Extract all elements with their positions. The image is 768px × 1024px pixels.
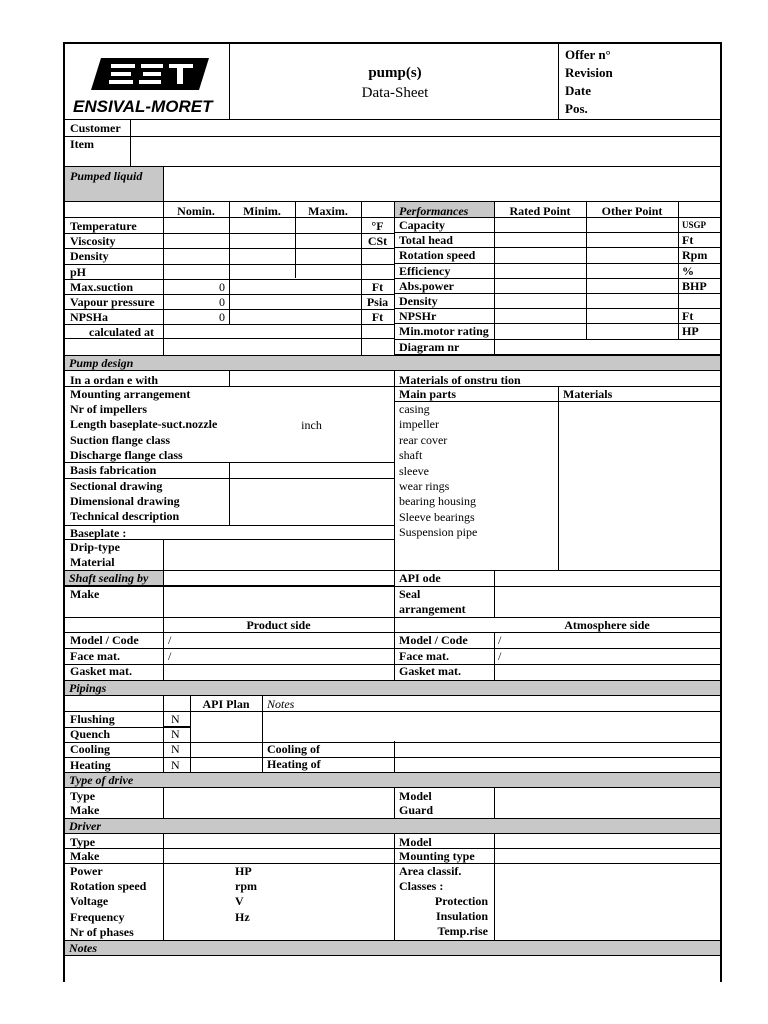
performance-row-label: Capacity [399, 218, 445, 232]
part-label: Suspension pipe [399, 525, 478, 540]
seal-right-label: Model / Code [399, 633, 468, 647]
customer-label: Customer [70, 121, 121, 135]
pump-design-band: Pump design [65, 355, 720, 371]
part-label: Sleeve bearings [399, 509, 475, 524]
pumped-liquid-label: Pumped liquid [70, 169, 143, 183]
liquid-row-label: Vapour pressure [70, 295, 155, 309]
performance-row-label: Total head [399, 233, 453, 248]
part-label: sleeve [399, 463, 429, 478]
driver-row-label: Rotation speed [70, 879, 147, 894]
mounting-type-label: Mounting type [399, 849, 475, 863]
nomin-value: 0 [219, 279, 225, 294]
main-parts-label: Main parts [399, 387, 456, 401]
part-label: rear cover [399, 432, 448, 447]
drip-type-label: Drip-type [70, 540, 120, 554]
performance-row-label: Min.motor rating [399, 324, 489, 339]
col-maxim: Maxim. [308, 204, 348, 218]
slash-value: / [498, 633, 502, 647]
cooling-of-label: Cooling of [267, 742, 321, 756]
driver-type-label: Type [70, 835, 96, 849]
inch-unit: inch [301, 418, 322, 432]
seal-left-label: Gasket mat. [70, 664, 132, 678]
design-row-label: Discharge flange class [70, 447, 183, 462]
nomin-value: 0 [219, 310, 225, 325]
piping-row-label: Quench [70, 727, 111, 742]
col-minim: Minim. [243, 204, 281, 218]
part-label: impeller [399, 417, 439, 432]
col-rated-point: Rated Point [509, 204, 571, 218]
liquid-row-label: Max.suction [70, 279, 133, 294]
performance-row-label: Efficiency [399, 263, 451, 278]
product-side-header: Product side [246, 618, 311, 632]
drawing-label: Technical description [70, 509, 180, 524]
atmosphere-side-header: Atmosphere side [564, 618, 650, 632]
liquid-row-label: pH [70, 264, 87, 279]
area-classif-label: Area classif. [399, 864, 462, 878]
sheet-title: pump(s) [368, 65, 422, 81]
api-code-label: API ode [399, 571, 441, 585]
performance-unit: USGP [682, 220, 707, 230]
driver-model-label: Model [399, 835, 432, 849]
drive-guard-label: Guard [399, 803, 434, 817]
slash-value: / [168, 633, 172, 647]
type-of-drive-band: Type of drive [65, 772, 720, 788]
performance-unit: Ft [682, 233, 694, 248]
item-label: Item [70, 137, 94, 151]
part-label: wear rings [399, 479, 450, 493]
unit-label: °F [371, 219, 384, 233]
drive-type-label: Type [70, 789, 96, 803]
sheet-subtitle: Data-Sheet [361, 85, 429, 101]
data-sheet [63, 42, 722, 982]
drawing-label: Dimensional drawing [70, 494, 180, 509]
seal-right-label: Gasket mat. [399, 664, 461, 678]
materials-construction-label: Materials of onstru tion [399, 373, 521, 387]
logo [71, 52, 221, 116]
piping-row-label: Flushing [70, 712, 115, 726]
design-row-label: Mounting arrangement [70, 387, 191, 401]
drive-model-label: Model [399, 789, 432, 803]
design-row-label: Nr of impellers [70, 402, 148, 417]
unit-label: Ft [371, 310, 384, 325]
part-label: casing [399, 402, 430, 416]
slash-value: / [498, 648, 502, 663]
performance-row-label: Diagram nr [399, 339, 460, 354]
notes-area[interactable] [65, 957, 720, 984]
driver-band: Driver [65, 818, 720, 834]
piping-row-value: N [171, 757, 180, 772]
piping-row-value: N [171, 742, 180, 757]
protection-label: Protection [434, 894, 488, 908]
driver-row-label: Voltage [70, 894, 109, 909]
svg-text:ENSIVAL-MORET: ENSIVAL-MORET [73, 97, 213, 116]
shaft-sealing-band: Shaft sealing by [65, 570, 394, 586]
date-label: Date [565, 83, 591, 98]
driver-unit: Hz [235, 909, 250, 924]
material-label: Material [70, 555, 115, 569]
pos-label: Pos. [565, 101, 588, 116]
design-row-label: Suction flange class [70, 432, 171, 447]
performance-unit: Ft [682, 309, 694, 324]
seal-right-label: Face mat. [399, 648, 449, 663]
driver-row-label: Frequency [70, 909, 125, 924]
baseplate-label: Baseplate : [70, 526, 127, 540]
drawing-label: Sectional drawing [70, 479, 163, 493]
classes-label: Classes : [399, 879, 444, 893]
performance-unit: BHP [682, 278, 707, 293]
nomin-value: 0 [219, 295, 225, 309]
liquid-row-label: NPSHa [70, 310, 109, 325]
materials-label: Materials [563, 387, 613, 401]
notes-header: Notes [267, 697, 295, 711]
part-label: bearing housing [399, 494, 476, 509]
pipings-band: Pipings [65, 680, 720, 696]
seal-left-label: Model / Code [70, 633, 139, 647]
slash-value: / [168, 648, 172, 663]
seal-left-label: Face mat. [70, 648, 120, 663]
performance-unit: % [682, 263, 694, 278]
design-row-label: Length baseplate-suct.nozzle [70, 417, 218, 432]
liquid-row-label: Density [70, 249, 109, 264]
liquid-row-label: calculated at [89, 325, 154, 340]
seal-label: Seal [399, 587, 421, 601]
offer-label: Offer n° [565, 47, 611, 62]
liquid-row-label: Temperature [70, 219, 137, 233]
notes-band: Notes [65, 940, 720, 956]
performance-row-label: Abs.power [399, 278, 455, 293]
unit-label: CSt [367, 234, 388, 249]
performance-row-label: Density [399, 294, 438, 308]
temp-rise-label: Temp.rise [437, 924, 488, 938]
driver-unit: rpm [235, 879, 257, 894]
part-label: shaft [399, 448, 423, 463]
unit-label: Ft [371, 279, 384, 294]
performance-unit: HP [682, 324, 699, 339]
insulation-label: Insulation [435, 909, 488, 923]
performance-unit: Rpm [682, 248, 708, 263]
basis-fabrication-label: Basis fabrication [70, 463, 157, 477]
performances-title: Performances [399, 204, 469, 218]
api-plan-header: API Plan [202, 697, 250, 711]
revision-label: Revision [565, 65, 613, 80]
drive-make-label: Make [70, 803, 100, 817]
piping-row-label: Cooling [70, 742, 111, 757]
heating-of-label: Heating of [267, 757, 321, 771]
driver-row-label: Nr of phases [70, 924, 134, 939]
driver-unit: V [235, 894, 244, 909]
col-nomin: Nomin. [177, 204, 215, 218]
driver-row-label: Power [70, 864, 103, 878]
col-other-point: Other Point [601, 204, 663, 218]
driver-unit: HP [235, 864, 252, 878]
piping-row-value: N [171, 727, 180, 742]
performance-row-label: NPSHr [399, 309, 437, 324]
arrangement-label: arrangement [399, 602, 466, 616]
performance-row-label: Rotation speed [399, 248, 476, 263]
unit-label: Psia [366, 295, 389, 309]
liquid-row-label: Viscosity [70, 234, 116, 249]
driver-make-label: Make [70, 849, 100, 863]
in-accordance-label: In a ordan e with [70, 373, 159, 387]
piping-row-value: N [171, 712, 180, 726]
piping-row-label: Heating [70, 757, 111, 772]
make-label: Make [70, 587, 100, 601]
